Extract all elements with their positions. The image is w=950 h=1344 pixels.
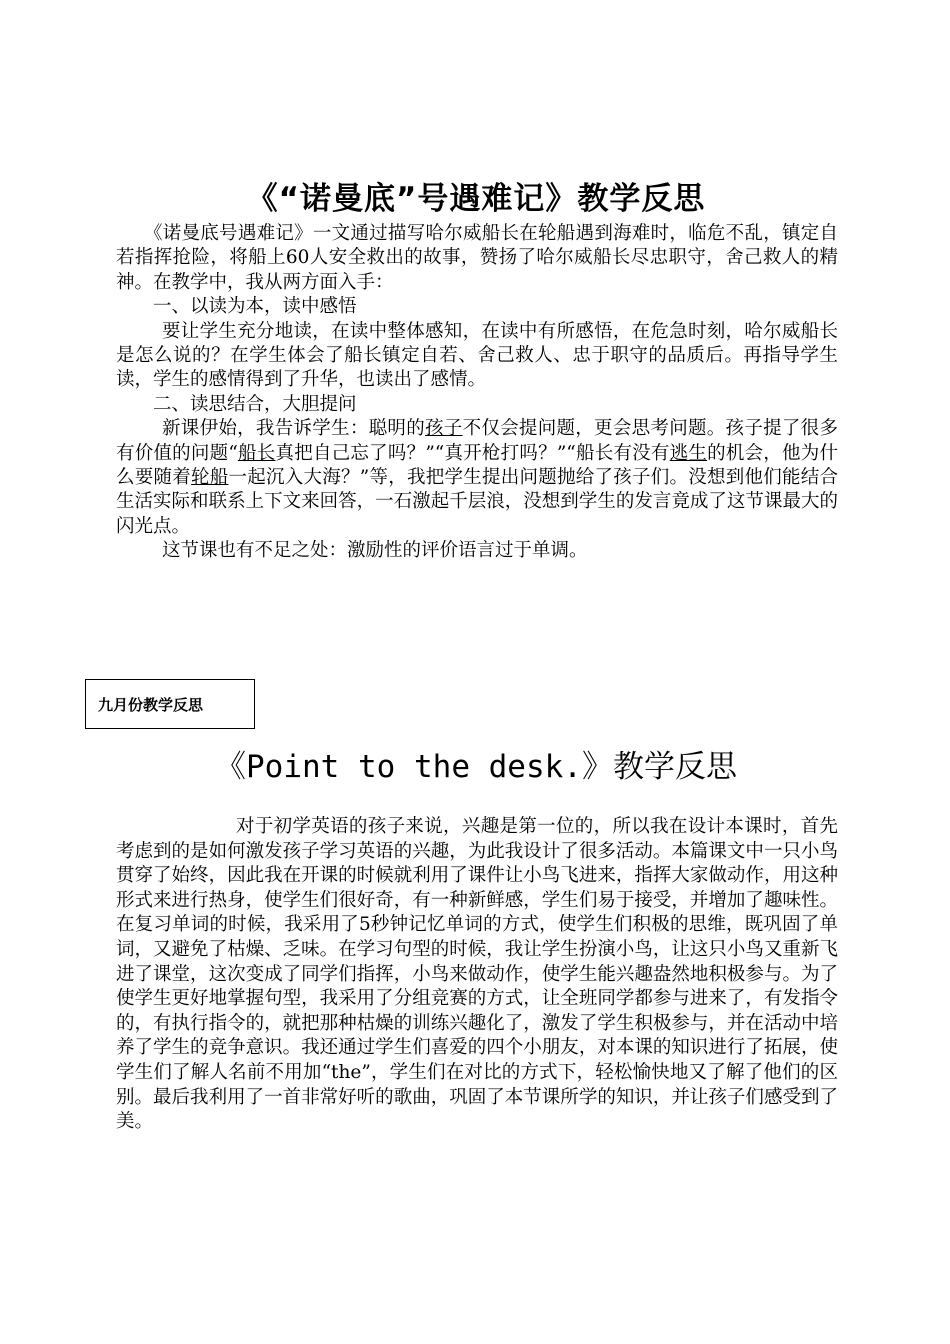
para2-text: 新课伊始，我告诉学生：聪明的 <box>162 418 425 440</box>
doc1-para-2 <box>116 417 838 539</box>
underlined-word: 孩子 <box>424 418 463 440</box>
underlined-word: 逃生 <box>669 442 708 464</box>
doc1-body <box>116 222 838 564</box>
month-label-box: 九月份教学反思 <box>85 679 255 729</box>
para2-text: 一起沉入大海？”等，我把学生提出问题抛给了孩子们。没想到他们能结合生活实际和联系上下文来回答，一石激起千层浪，没想到学生的发言竟成了这节课最大的闪光点。 <box>116 467 838 537</box>
doc2-title: 《Point to the desk.》教学反思 <box>215 749 737 785</box>
doc1-heading-1: 一、以读为本，读中感悟 <box>153 296 357 318</box>
underlined-word: 船长 <box>237 442 276 464</box>
para2-text: 的机会，他为什么要随着 <box>116 442 838 489</box>
para2-text: 不仅会提问题，更会思考问题。孩子提了很多有价值的问题“ <box>116 418 838 464</box>
doc1-heading-2: 二、读思结合，大胆提问 <box>153 393 357 415</box>
para2-text: 真把自己忘了吗？”“真开枪打吗？”“船长有没有 <box>275 442 670 464</box>
underlined-word: 轮船 <box>191 467 229 489</box>
doc2-para: 对于初学英语的孩子来说，兴趣是第一位的，所以我在设计本课时，首先考虑到的是如何激发孩子学习英语的兴趣，为此我设计了很多活动。本篇课文中一只小鸟贯穿了始终，因此我在开课的时候就利用了课件让小鸟飞进来，指挥大家做动作，用这种形式来进行热身，使学生们很好奇，有一种新鲜感，学生们易于接受，并增加了趣味性。在复习单词的时候，我采用了5秒钟记忆单词的方式，使学生们积极的思维，既巩固了单词，又避免了枯燥、乏味。在学习句型的时候，我让学生扮演小鸟，让这只小鸟又重新飞进了课堂，这次变成了同学们指挥，小鸟来做动作，使学生能兴趣盎然地积极参与。为了使学生更好地掌握句型，我采用了分组竞赛的方式，让全班同学都参与进来了，有发指令的，有执行指令的，就把那种枯燥的训练兴趣化了，激发了学生积极参与，并在活动中培养了学生的竞争意识。我还通过学生们喜爱的四个小朋友，对本课的知识进行了拓展，使学生们了解人名前不用加“the”，学生们在对比的方式下，轻松愉快地又了解了他们的区别。最后我利用了一首非常好听的歌曲，巩固了本节课所学的知识，并让孩子们感受到了美。 <box>116 816 838 1133</box>
doc1-title: 《“诺曼底”号遇难记》教学反思 <box>246 181 706 217</box>
doc1-para-1: 要让学生充分地读，在读中整体感知，在读中有所感悟，在危急时刻，哈尔威船长是怎么说的？在学生体会了船长镇定自若、舍己救人、忠于职守的品质后。再指导学生读，学生的感情得到了升华，也读出了感情。 <box>116 320 838 391</box>
doc1-intro: 《诺曼底号遇难记》一文通过描写哈尔威船长在轮船遇到海难时，临危不乱，镇定自若指挥抢险，将船上60人安全救出的故事，赞扬了哈尔威船长尽忠职守，舍己救人的精神。在教学中，我从两方面入手： <box>116 223 838 293</box>
doc1-para-3: 这节课也有不足之处：激励性的评价语言过于单调。 <box>162 540 588 562</box>
doc2-body <box>116 815 838 1135</box>
